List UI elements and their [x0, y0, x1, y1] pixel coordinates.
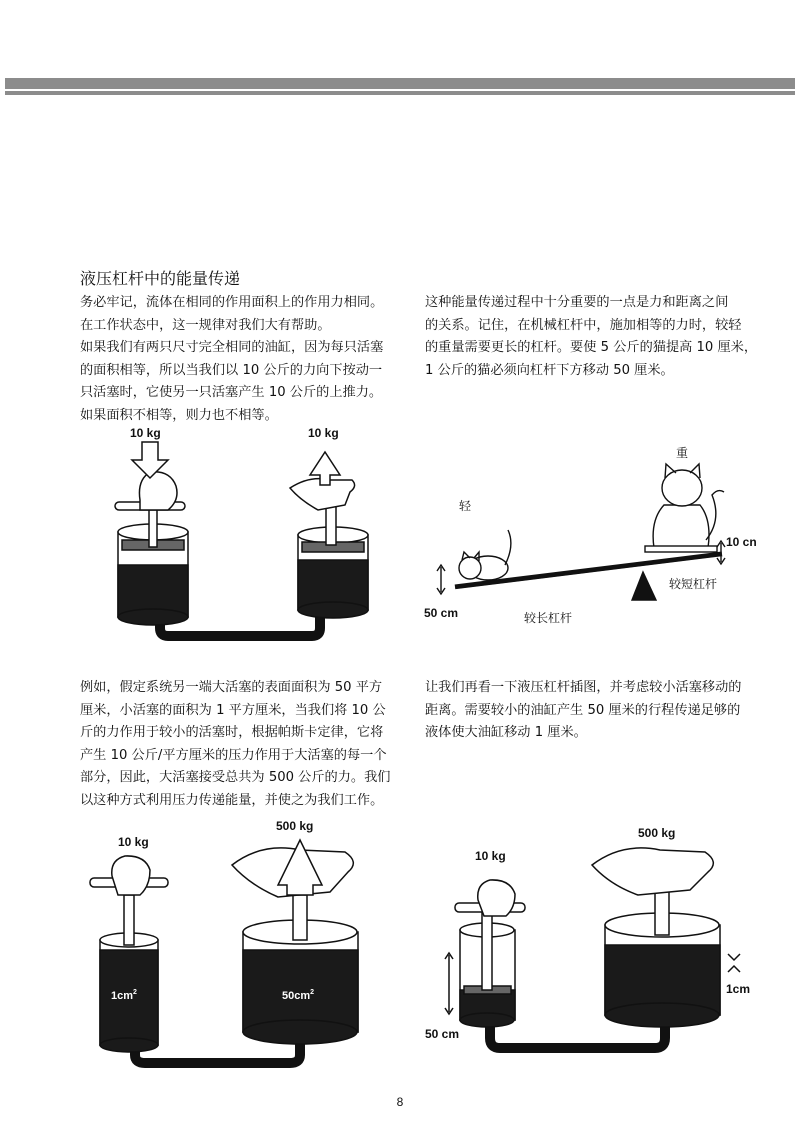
- page-number: 8: [396, 1095, 404, 1109]
- large-stroke-label: 1cm: [726, 982, 751, 996]
- large-cylinder: [592, 848, 720, 1027]
- text-line: 以这种方式利用压力传递能量，并使之为我们工作。: [80, 792, 384, 808]
- light-label: 轻: [459, 499, 472, 513]
- text-line: 部分，因此，大活塞接受总共为 500 公斤的力。我们: [80, 770, 391, 785]
- cylinder-right: [290, 452, 368, 618]
- text-line: 的重量需要更长的杠杆。要使 5 公斤的猫提高 10 厘米，: [425, 340, 758, 355]
- large-force-label: 500 kg: [276, 819, 314, 833]
- text-line: 距离。需要较小的油缸产生 50 厘米的行程传递足够的: [425, 702, 741, 718]
- text-line: 让我们再看一下液压杠杆插图，并考虑较小活塞移动的: [425, 680, 742, 695]
- dim-arrow-short: [728, 954, 740, 972]
- hand-open-icon: [592, 848, 713, 895]
- fulcrum: [632, 572, 656, 600]
- text-line: 产生 10 公斤/平方厘米的压力作用于大活塞的每一个: [80, 747, 387, 763]
- heavy-label: 重: [676, 446, 689, 460]
- large-force-label: 500 kg: [638, 826, 676, 840]
- text-line: 务必牢记，流体在相同的作用面积上的作用力相同。: [80, 295, 384, 310]
- short-lever-label: 较短杠杆: [669, 577, 718, 591]
- small-cylinder: [455, 880, 525, 1027]
- text-line: 这种能量传递过程中十分重要的一点是力和距离之间: [425, 295, 729, 310]
- text-line: 液体使大油缸移动 1 厘米。: [425, 725, 587, 740]
- text-line: 只活塞时，它使另一只活塞产生 10 公斤的上推力。: [80, 385, 383, 400]
- text-line: 厘米，小活塞的面积为 1 平方厘米，当我们将 10 公: [80, 702, 386, 718]
- long-distance-label: 50 cm: [424, 606, 459, 620]
- text-line: 的面积相等，所以当我们以 10 公斤的力向下按动一: [80, 362, 383, 378]
- small-area-label: $1cm^2$: [111, 989, 137, 1002]
- small-force-label: 10 kg: [118, 835, 149, 849]
- text-line: 如果我们有两只尺寸完全相同的油缸，因为每只活塞: [80, 340, 384, 355]
- small-stroke-label: 50 cm: [425, 1027, 460, 1041]
- short-distance-label: 10 cn: [726, 535, 757, 549]
- figure-equal-cylinders: [115, 442, 368, 636]
- heavy-cat-icon: [645, 464, 724, 552]
- light-cat-icon: [459, 530, 511, 580]
- section-title: 液压杠杆中的能量传递: [80, 269, 241, 288]
- text-line: 1 公斤的猫必须向杠杆下方移动 50 厘米。: [425, 362, 674, 378]
- small-cylinder: [90, 856, 168, 1052]
- text-line: 如果面积不相等，则力也不相等。: [80, 407, 278, 423]
- text-line: 在工作状态中，这一规律对我们大有帮助。: [80, 317, 331, 333]
- hand-pushing-icon: [139, 472, 177, 510]
- figure-stroke-comparison: [445, 848, 740, 1048]
- text-line: 例如，假定系统另一端大活塞的表面面积为 50 平方: [80, 680, 383, 695]
- long-lever-label: 较长杠杆: [524, 611, 573, 625]
- large-cylinder: [232, 840, 358, 1044]
- hand-pushing-icon: [478, 880, 515, 916]
- hand-pushing-icon: [112, 856, 150, 895]
- text-line: 斤的力作用于较小的活塞时，根据帕斯卡定律，它将: [80, 725, 384, 740]
- figure-force-multiplication: [90, 840, 358, 1063]
- small-force-label: 10 kg: [475, 849, 506, 863]
- large-area-label: $50cm^2$: [282, 989, 315, 1002]
- cylinder-left: [115, 442, 188, 625]
- force-label-left: 10 kg: [130, 426, 161, 440]
- force-label-right: 10 kg: [308, 426, 339, 440]
- text-line: 的关系。记住，在机械杠杆中，施加相等的力时，较轻: [425, 317, 742, 333]
